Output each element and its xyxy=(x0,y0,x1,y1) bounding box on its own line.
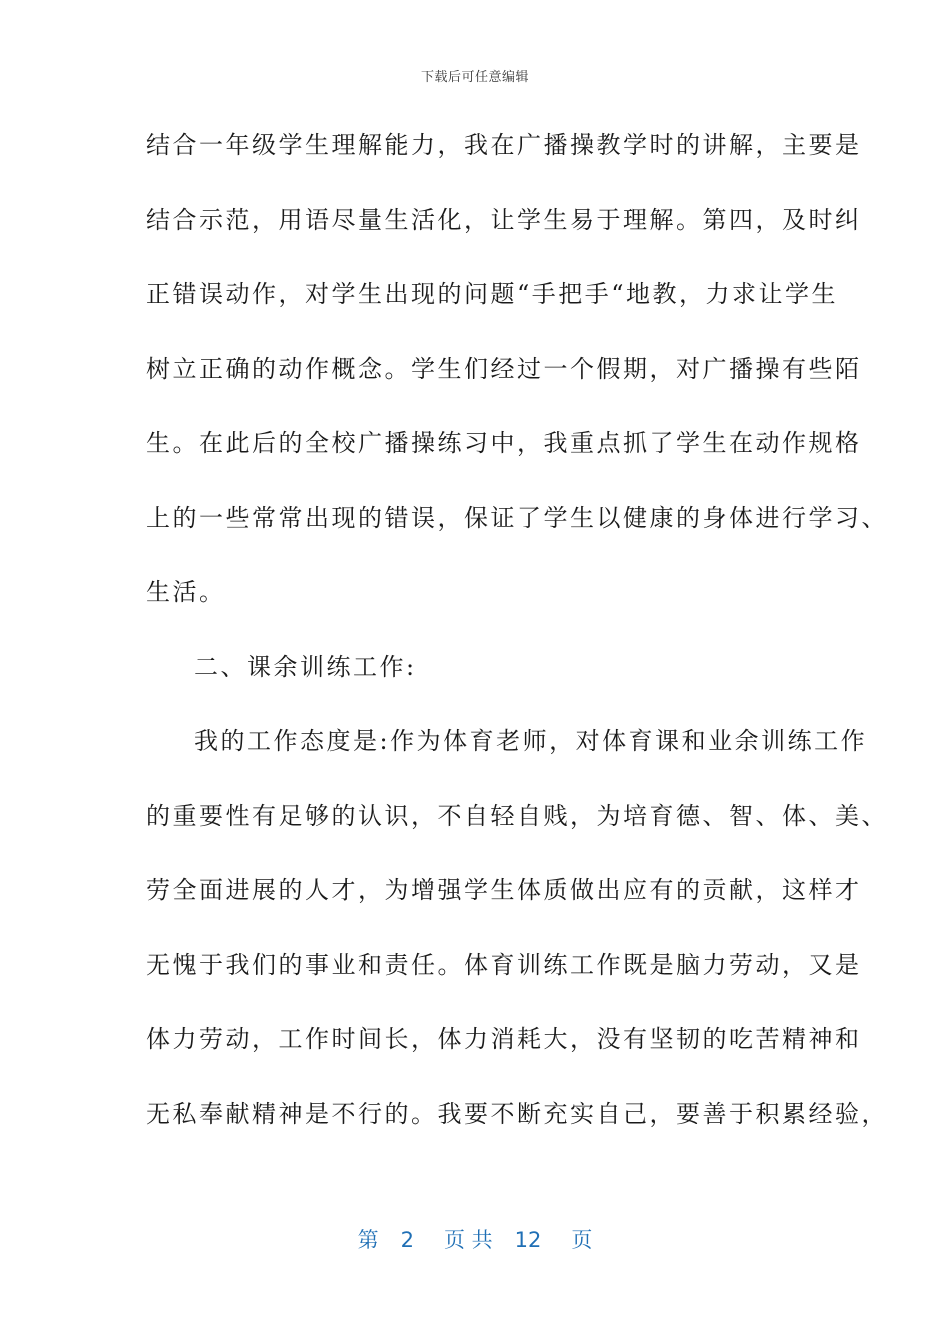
text-line: 上的一些常常出现的错误，保证了学生以健康的身体进行学习、 xyxy=(146,503,888,532)
text-line: 生活。 xyxy=(146,578,226,606)
page-label-prefix: 第 xyxy=(357,1228,379,1252)
text-line: 结合一年级学生理解能力，我在广播操教学时的讲解，主要是 xyxy=(146,131,862,159)
text-line: 的重要性有足够的认识，不自轻自贱，为培育德、智、体、美、 xyxy=(146,801,888,830)
text-line: 劳全面进展的人才，为增强学生体质做出应有的贡献，这样才 xyxy=(146,876,862,904)
page-header: 下载后可任意编辑 xyxy=(420,70,529,85)
current-page-number: 2 xyxy=(400,1228,414,1252)
text-line: 树立正确的动作概念。学生们经过一个假期，对广播操有些陌 xyxy=(146,354,862,383)
section-heading: 二、课余训练工作: xyxy=(194,652,417,681)
page-footer xyxy=(0,1224,950,1254)
page-label-mid: 页 共 xyxy=(443,1228,493,1252)
text-line: 体力劳动，工作时间长，体力消耗大，没有坚韧的吃苦精神和 xyxy=(146,1025,862,1053)
text-line: 生。在此后的全校广播操练习中，我重点抓了学生在动作规格 xyxy=(146,429,862,457)
text-line: 无愧于我们的事业和责任。体育训练工作既是脑力劳动，又是 xyxy=(146,950,862,979)
text-line: 正错误动作，对学生出现的问题“手把手“地教，力求让学生 xyxy=(146,280,839,308)
text-line: 我的工作态度是:作为体育老师，对体育课和业余训练工作 xyxy=(194,727,868,755)
page-label-suffix: 页 xyxy=(571,1228,593,1252)
text-line: 无私奉献精神是不行的。我要不断充实自己，要善于积累经验， xyxy=(146,1099,888,1128)
total-pages-number: 12 xyxy=(514,1228,542,1252)
text-line: 结合示范，用语尽量生活化，让学生易于理解。第四，及时纠 xyxy=(146,205,862,234)
document-body xyxy=(146,118,888,1161)
